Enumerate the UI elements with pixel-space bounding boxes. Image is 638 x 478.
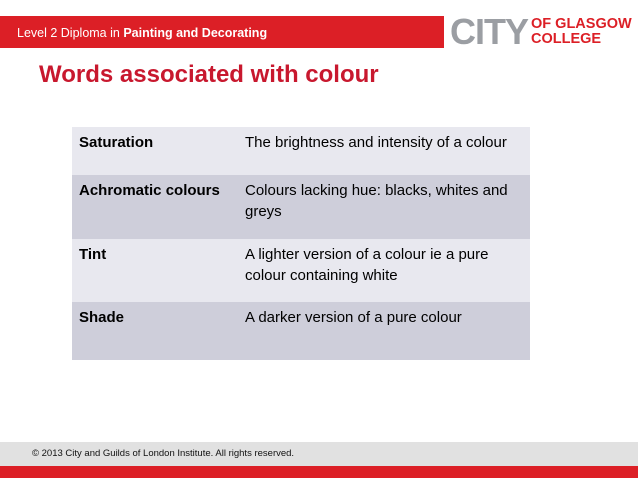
term-cell: Achromatic colours <box>72 175 238 239</box>
city-of-glasgow-college-logo <box>450 11 632 52</box>
logo-college-text: COLLEGE <box>531 31 602 47</box>
definition-cell: A lighter version of a colour ie a pure colour containing white <box>238 239 530 302</box>
bottom-accent-bar <box>0 466 638 478</box>
term-cell: Saturation <box>72 127 238 175</box>
course-prefix: Level 2 Diploma in <box>17 26 124 40</box>
definition-cell: The brightness and intensity of a colour <box>238 127 530 175</box>
header-bar <box>0 16 444 48</box>
table-row <box>72 239 530 302</box>
logo-city-text: CITY <box>450 11 529 52</box>
course-title <box>17 26 267 40</box>
slide-title: Words associated with colour <box>39 61 379 88</box>
course-name: Painting and Decorating <box>123 26 268 40</box>
logo-of-glasgow-text: OF GLASGOW <box>531 16 632 32</box>
copyright-notice: © 2013 City and Guilds of London Institute. All rights reserved. <box>32 448 295 459</box>
table-row <box>72 302 530 360</box>
term-cell: Shade <box>72 302 238 360</box>
colour-terms-table <box>72 127 530 360</box>
table-row <box>72 175 530 239</box>
table-row <box>72 127 530 175</box>
footer-bar <box>0 442 638 466</box>
definition-cell: Colours lacking hue: blacks, whites and greys <box>238 175 530 239</box>
definition-cell: A darker version of a pure colour <box>238 302 530 360</box>
term-cell: Tint <box>72 239 238 302</box>
